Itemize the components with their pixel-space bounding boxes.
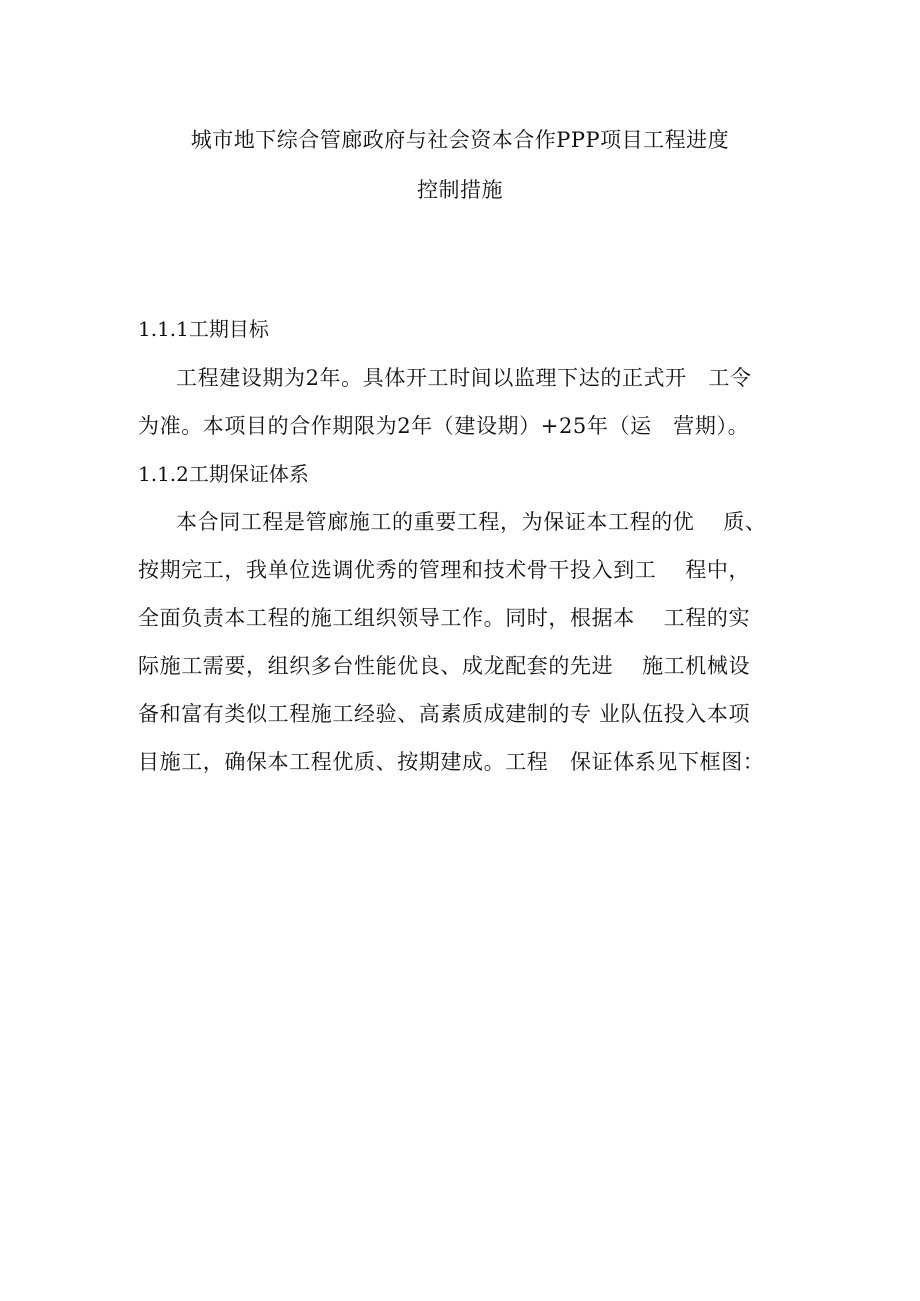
paragraph-line: 工程建设期为2年。具体开工时间以监理下达的正式开 工令 xyxy=(176,366,752,390)
paragraph-line: 目施工，确保本工程优质、按期建成。工程 保证体系见下框图： xyxy=(138,750,765,774)
paragraph-line: 本合同工程是管廊施工的重要工程，为保证本工程的优 质、 xyxy=(176,510,767,534)
section-heading-schedule-guarantee: 1.1.2工期保证体系 xyxy=(138,462,309,486)
paragraph-line: 为准。本项目的合作期限为2年（建设期）+25年（运 营期）。 xyxy=(138,414,750,438)
paragraph-line: 全面负责本工程的施工组织领导工作。同时，根据本 工程的实 xyxy=(138,606,751,630)
paragraph-line: 备和富有类似工程施工经验、高素质成建制的专 业队伍投入本项 xyxy=(138,702,751,726)
section-heading-schedule-target: 1.1.1工期目标 xyxy=(138,317,269,341)
paragraph-line: 按期完工，我单位选调优秀的管理和技术骨干投入到工 程中， xyxy=(138,558,751,582)
document-title-line-2: 控制措施 xyxy=(417,178,503,202)
paragraph-line: 际施工需要，组织多台性能优良、成龙配套的先进 施工机械设 xyxy=(138,654,751,678)
document-title-line-1: 城市地下综合管廊政府与社会资本合作PPP项目工程进度 xyxy=(190,128,730,152)
